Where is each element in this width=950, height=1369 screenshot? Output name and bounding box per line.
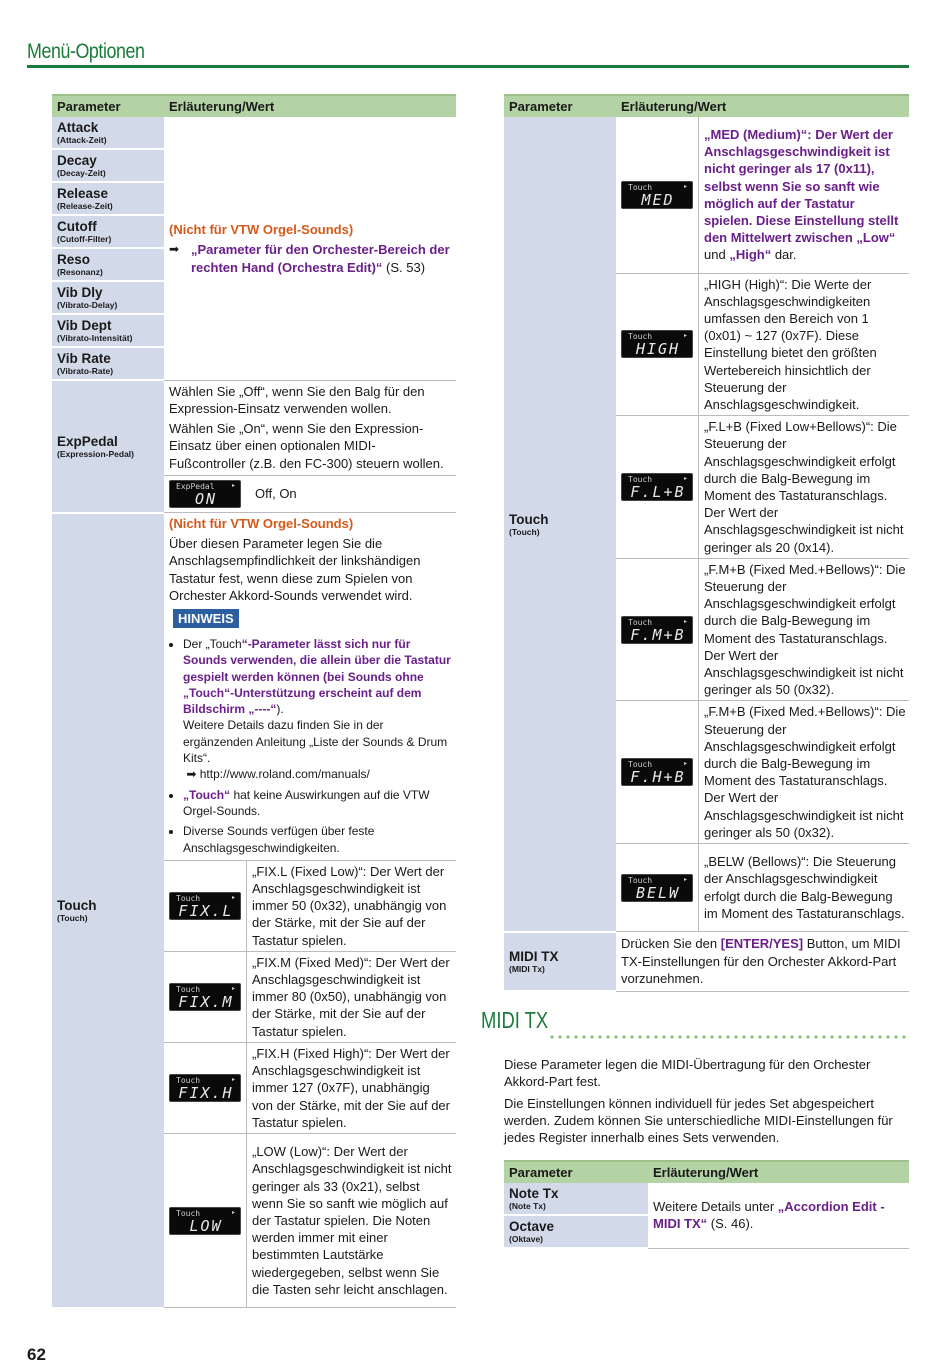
lcd-label: ExpPedal (176, 482, 215, 491)
b1a: Der „Touch (183, 637, 242, 651)
exppedal-values: Off, On (255, 486, 297, 502)
param-sub: (Touch) (57, 912, 88, 923)
orchestra-edit-link[interactable]: „Parameter für den Orchester-Bereich der rechten Hand (Orchestra Edit)“ (191, 242, 450, 275)
lcd-cell (616, 273, 699, 416)
b1b: “-Parameter lässt sich nur für Sounds verwenden, die allein über die Tastatur gespielt werden können (bei Sounds ohne „Touch“-Unterstützung erscheint auf dem Bildschirm „----“ (183, 637, 451, 717)
param-cell (52, 281, 164, 314)
param-sub: (MIDI Tx) (509, 964, 545, 974)
touch-description (164, 513, 456, 1308)
lcd-display (621, 473, 693, 501)
b2a: „Touch“ (183, 787, 231, 802)
lcd-cell (164, 1133, 247, 1307)
arrow-icon: ▸ (683, 761, 687, 768)
dotted-divider (548, 1035, 910, 1039)
desc-a: Weitere Details unter (653, 1198, 778, 1214)
lcd-value: BELW (635, 883, 681, 902)
arrow-icon: ▸ (231, 1209, 235, 1216)
value-text: „HIGH (High)“: Die Werte der Anschlagsgeschwindigkeiten umfassen den Bereich von 1 (0x01) ~ 127 (0x7F). Diese Einstellung bietet den größten Wertebereich hinsichtlich der Steuerung der Anschlagsgeschwindigkeit. (699, 273, 910, 416)
lcd-display (169, 1074, 241, 1102)
manuals-link[interactable]: http://www.roland.com/manuals/ (199, 767, 370, 782)
exppedal-description (164, 380, 456, 513)
lcd-value: F.H+B (630, 768, 686, 787)
touch-values-table (616, 117, 909, 932)
lcd-value: F.M+B (630, 625, 686, 644)
col-header-parameter: Parameter (504, 1161, 648, 1183)
lcd-cell (164, 860, 247, 951)
lcd-value: FIX.L (178, 901, 234, 920)
param-name: ExpPedal (57, 433, 118, 449)
param-cell-touch (52, 513, 164, 1308)
lcd-label: Touch (176, 893, 201, 903)
accordion-edit-link[interactable]: „Accordion Edit - MIDI TX“ (653, 1198, 885, 1232)
value-text: „BELW (Bellows)“: Die Steuerung der Anschlagsgeschwindigkeit erfolgt durch die Balg-Bewegung im Moment des Tastaturanschlags. (699, 844, 910, 932)
lcd-display (169, 480, 241, 508)
value-text: „FIX.M (Fixed Med)“: Der Wert der Anschlagsgeschwindigkeit ist immer 80 (0x50), unabhängig von der Stärke, mit der Sie auf der Tastatur spielen. (247, 951, 457, 1042)
lcd-label: Touch (628, 617, 653, 627)
touch-values-table (164, 860, 456, 1308)
lcd-label: Touch (628, 875, 653, 885)
param-name: Release (57, 186, 109, 201)
lcd-cell (616, 844, 699, 932)
param-sub: (Note Tx) (509, 1201, 546, 1211)
lcd-display (621, 330, 693, 358)
med-high: „High“ (729, 247, 772, 263)
lcd-value: HIGH (635, 340, 681, 359)
value-text: „F.M+B (Fixed Med.+Bellows)“: Die Steuerung der Anschlagsgeschwindigkeit erfolgt durch die Balg-Bewegung im Moment des Tastaturanschlags. Der Wert der Anschlagsgeschwindigkeit ist nicht geringer als 50 (0x32). (699, 558, 910, 701)
exppedal-text2: Wählen Sie „On“, wenn Sie den Expression-Einsatz über einen optionalen MIDI-Fußcontroller (z.B. den FC-300) steuern wollen. (164, 418, 456, 477)
param-name: Reso (57, 252, 91, 267)
not-for-vtw-note: (Nicht für VTW Orgel-Sounds) (169, 221, 354, 237)
arrow-right-icon: ➡ (186, 767, 197, 782)
param-cell (504, 1183, 648, 1215)
param-name: MIDI TX (509, 949, 559, 964)
miditx-t2: Button, um MIDI TX-Einstellungen für den Orchester Akkord-Part vorzunehmen. (621, 936, 901, 986)
param-sub: (Decay-Zeit) (57, 168, 106, 178)
col-header-description: Erläuterung/Wert (164, 95, 456, 117)
arrow-icon: ▸ (683, 876, 687, 883)
lcd-value: F.L+B (630, 482, 686, 501)
param-name: Vib Dly (57, 285, 103, 300)
lcd-label: Touch (176, 984, 201, 994)
param-name: Note Tx (509, 1186, 559, 1201)
lcd-value: FIX.H (178, 1083, 234, 1102)
b1c: ). (276, 702, 284, 717)
lcd-display (621, 181, 693, 209)
lcd-cell (616, 416, 699, 559)
lcd-cell (616, 117, 699, 273)
lcd-value: MED (641, 190, 675, 209)
param-cell (52, 248, 164, 281)
lcd-label: Touch (628, 474, 653, 484)
param-sub: (Attack-Zeit) (57, 135, 107, 145)
list-item (183, 787, 451, 820)
lcd-display (169, 983, 241, 1011)
lcd-value: ON (194, 490, 218, 508)
b2b: hat keine Auswirkungen auf die VTW Orgel-Sounds. (183, 787, 430, 818)
not-for-vtw-note: (Nicht für VTW Orgel-Sounds) (169, 516, 354, 531)
header-rule (27, 65, 909, 68)
param-name: Touch (57, 897, 97, 913)
param-cell (52, 182, 164, 215)
param-name: Vib Dept (57, 318, 112, 333)
lcd-display (169, 1207, 241, 1235)
param-cell (504, 1215, 648, 1248)
lcd-value: LOW (189, 1216, 223, 1235)
lcd-display (621, 616, 693, 644)
touch-values (616, 117, 909, 932)
midi-tx-section-title: MIDI TX (481, 1007, 549, 1033)
arrow-icon: ▸ (231, 894, 235, 901)
param-name: Touch (509, 511, 549, 527)
lcd-label: Touch (628, 182, 653, 192)
list-item (183, 636, 451, 783)
param-cell-miditx (504, 932, 616, 991)
param-cell-exppedal (52, 380, 164, 513)
param-sub: (Resonanz) (57, 267, 103, 277)
arrow-icon: ▸ (683, 333, 687, 340)
midi-tx-paragraph-2: Die Einstellungen können individuell für jedes Set abgespeichert werden. Zudem können Sie unterschiedliche MIDI-Einstellungen für jedes Register innerhalb eines Sets verwenden. (504, 1096, 893, 1145)
value-text: „LOW (Low)“: Der Wert der Anschlagsgeschwindigkeit ist nicht geringer als 33 (0x21), selbst wenn Sie so sanft wie möglich auf der Tastatur spielen. Die Noten werden immer mit einer bestimmten Lautstärke wiedergegeben, selbst wenn Sie die Tasten sehr leicht anschlagen. (247, 1133, 457, 1307)
value-text: „F.L+B (Fixed Low+Bellows)“: Die Steuerung der Anschlagsgeschwindigkeit erfolgt durch die Balg-Bewegung im Moment des Tastaturanschlags. Der Wert der Anschlagsgeschwindigkeit ist nicht geringer als 20 (0x14). (699, 416, 910, 559)
param-cell (52, 347, 164, 380)
param-sub: (Expression-Pedal) (57, 448, 134, 459)
col-header-parameter: Parameter (52, 95, 164, 117)
lcd-display (621, 758, 693, 786)
group1-description (164, 117, 456, 380)
right-parameter-table (504, 94, 909, 992)
param-sub: (Touch) (509, 526, 540, 537)
arrow-right-icon: ➡ (169, 242, 180, 256)
touch-content (164, 513, 456, 856)
midi-tx-paragraph-1: Diese Parameter legen die MIDI-Übertragung für den Orchester Akkord-Part fest. (504, 1057, 871, 1089)
lcd-cell (164, 1042, 247, 1133)
left-parameter-table (52, 94, 456, 1309)
list-item (183, 823, 451, 856)
value-text: „F.M+B (Fixed Med.+Bellows)“: Die Steuerung der Anschlagsgeschwindigkeit erfolgt durch die Balg-Bewegung im Moment des Tastaturanschlags. Der Wert der Anschlagsgeschwindigkeit ist nicht geringer als 50 (0x32). (699, 701, 910, 844)
page-number: 62 (27, 1345, 46, 1364)
desc-b: (S. 46). (707, 1216, 754, 1232)
param-cell-touch (504, 117, 616, 932)
touch-intro: Über diesen Parameter legen Sie die Anschlagsempfindlichkeit der linkshändigen Tastatur fest, wenn diese zum Spielen von Orchester Akkord-Sounds verwendet wird. (169, 535, 421, 603)
orchestra-edit-page: (S. 53) (382, 259, 426, 275)
param-cell (52, 215, 164, 248)
param-name: Attack (57, 120, 99, 135)
miditx-description (616, 932, 909, 991)
value-text: „FIX.H (Fixed High)“: Der Wert der Anschlagsgeschwindigkeit ist immer 127 (0x7F), unabhängig von der Stärke, mit der Sie auf der Tastatur spielen. (247, 1042, 457, 1133)
param-sub: (Vibrato-Rate) (57, 366, 114, 376)
midi-tx-table (504, 1160, 909, 1249)
lcd-cell (164, 951, 247, 1042)
arrow-icon: ▸ (683, 475, 687, 482)
med-und: und (704, 247, 730, 263)
param-cell (52, 117, 164, 149)
lcd-label: Touch (628, 332, 653, 342)
midi-tx-description (648, 1183, 909, 1248)
lcd-display (169, 892, 241, 920)
miditx-t1: Drücken Sie den (621, 936, 721, 951)
hinweis-badge: HINWEIS (173, 609, 239, 629)
param-name: Decay (57, 153, 97, 168)
b3: Diverse Sounds verfügen über feste Anschlagsgeschwindigkeiten. (183, 824, 375, 855)
col-header-description: Erläuterung/Wert (648, 1161, 909, 1183)
param-name: Octave (509, 1219, 555, 1234)
lcd-label: Touch (176, 1208, 201, 1218)
col-header-parameter: Parameter (504, 95, 616, 117)
page-header-title: Menü-Optionen (27, 40, 145, 63)
col-header-description: Erläuterung/Wert (616, 95, 909, 117)
param-sub: (Cutoff-Filter) (57, 234, 112, 244)
exppedal-text1: Wählen Sie „Off“, wenn Sie den Balg für den Expression-Einsatz verwenden wollen. (169, 383, 425, 416)
param-sub: (Vibrato-Delay) (57, 300, 118, 310)
arrow-icon: ▸ (683, 618, 687, 625)
arrow-icon: ▸ (231, 985, 235, 992)
param-cell (52, 149, 164, 182)
param-name: Vib Rate (57, 351, 111, 366)
group1-link-row (169, 241, 451, 276)
med-text: „MED (Medium)“: Der Wert der Anschlagsgeschwindigkeit ist nicht geringer als 17 (0x11), selbst wenn Sie so sanft wie möglich auf der Tastatur spielen. Diese Einstellung stellt den Mittelwert zwischen „Low“ (704, 126, 899, 246)
param-sub: (Release-Zeit) (57, 201, 113, 211)
param-cell (52, 314, 164, 347)
lcd-cell (616, 558, 699, 701)
lcd-value: FIX.M (178, 992, 234, 1011)
param-sub: (Oktave) (509, 1234, 544, 1244)
arrow-icon: ▸ (231, 483, 235, 489)
enter-yes-button-ref: [ENTER/YES] (720, 936, 804, 951)
lcd-display (621, 874, 693, 902)
hinweis-list (169, 636, 451, 856)
value-text-med (699, 117, 910, 273)
arrow-icon: ▸ (683, 183, 687, 190)
med-end: dar. (771, 247, 797, 263)
param-name: Cutoff (57, 219, 97, 234)
lcd-label: Touch (176, 1075, 201, 1085)
arrow-icon: ▸ (231, 1076, 235, 1083)
value-text: „FIX.L (Fixed Low)“: Der Wert der Anschlagsgeschwindigkeit ist immer 50 (0x32), unabhängig von der Stärke, mit der Sie auf der Tastatur spielen. (247, 860, 457, 951)
param-sub: (Vibrato-Intensität) (57, 333, 133, 343)
exppedal-values-row (164, 476, 456, 512)
b1d: Weitere Details dazu finden Sie in der ergänzenden Anleitung „Liste der Sounds & Drum Kits“. (183, 718, 448, 766)
lcd-label: Touch (628, 760, 653, 770)
lcd-cell (616, 701, 699, 844)
group1-link-wrap (191, 241, 451, 276)
